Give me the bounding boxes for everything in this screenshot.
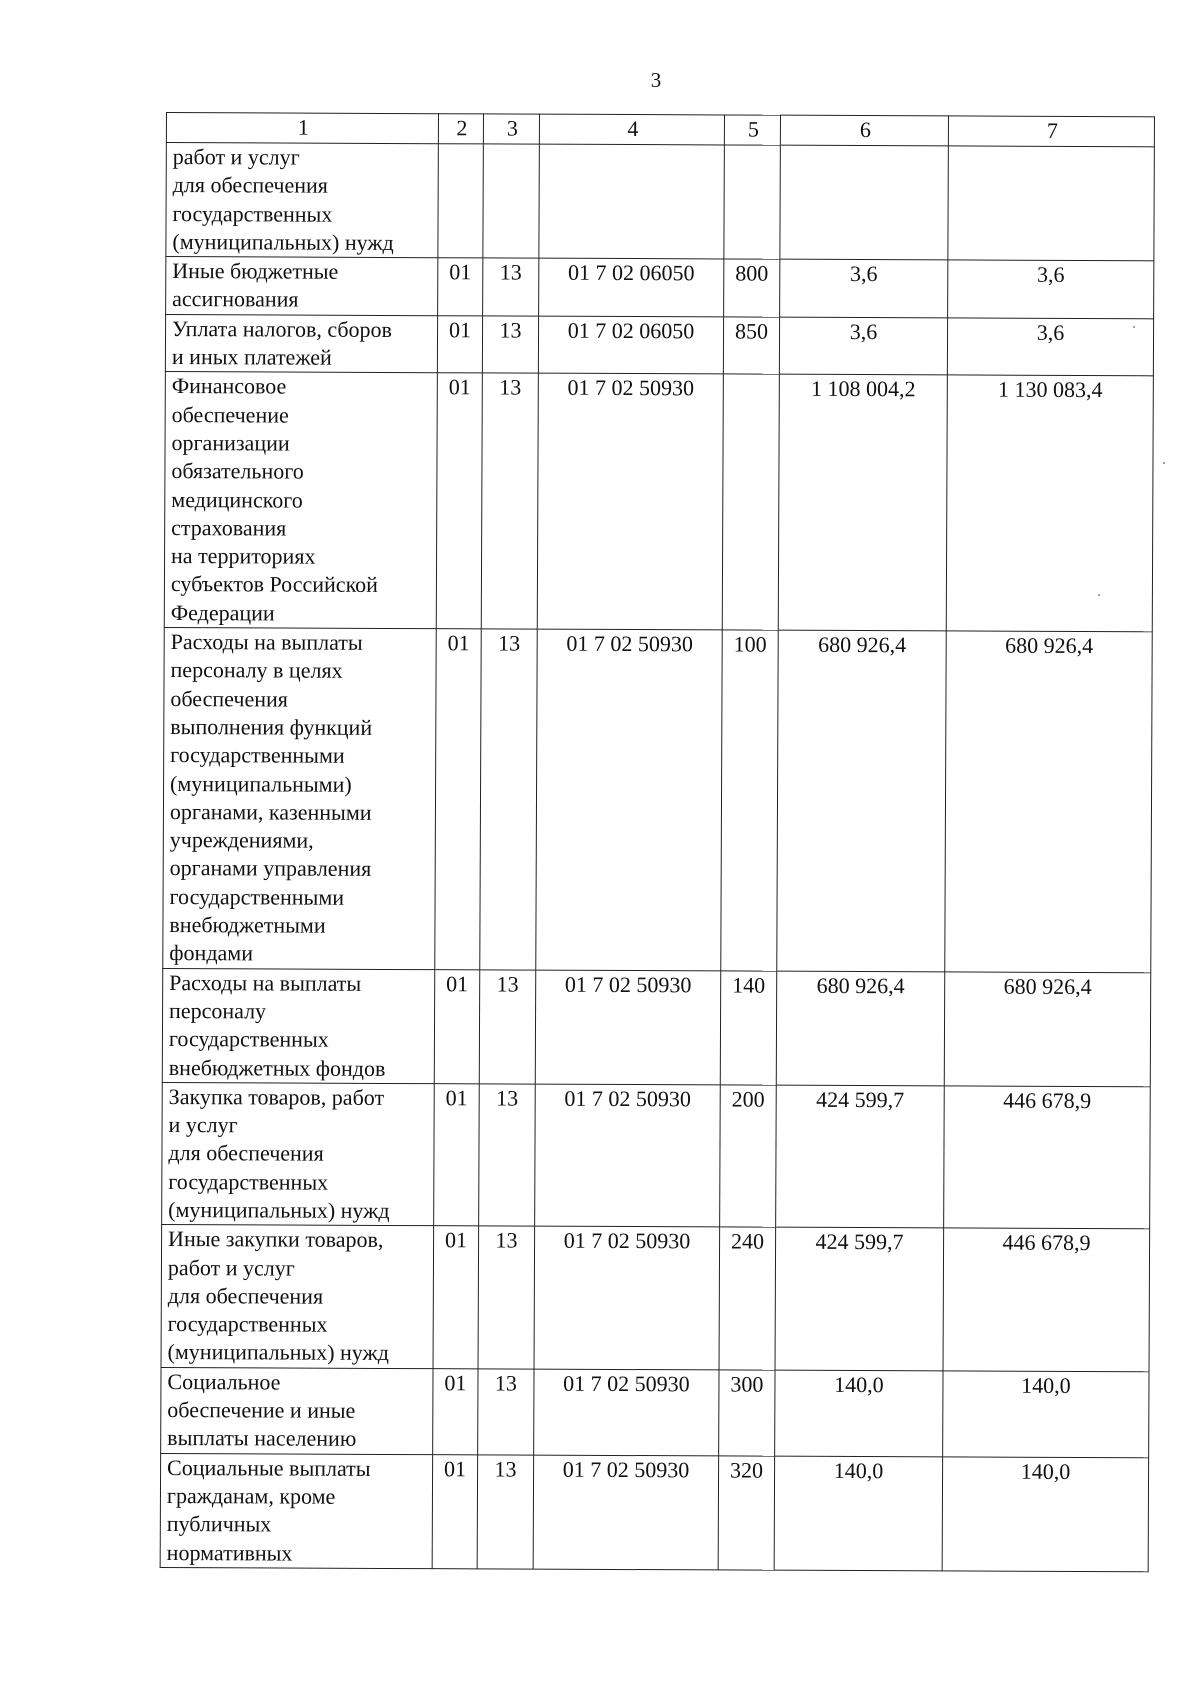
row-name-line: организации [171,429,290,456]
row-name-line: Социальные выплаты [167,1454,371,1481]
target-article-cell: 01 7 02 06050 [539,258,724,316]
expense-type-cell: 100 [721,630,778,971]
expense-type-cell: 320 [718,1456,774,1570]
row-name-line: Иные закупки товаров, [168,1226,384,1253]
table-row [162,1082,1151,1229]
row-name-line: обеспечения [170,685,288,712]
target-article-cell [539,144,724,259]
row-name-line: государственных [167,1311,328,1337]
row-name-line: Закупка товаров, работ [168,1083,385,1110]
subsection-code-cell: 13 [478,1226,535,1369]
amount-col-6-cell: 140,0 [774,1456,942,1571]
row-name-line: государственных [168,1168,329,1195]
amount-col-7-cell: 680 926,4 [944,972,1150,1087]
row-name-line: Уплата налогов, сборов [172,315,393,342]
amount-col-6-cell: 140,0 [775,1370,943,1457]
row-name-line: фондами [169,940,254,966]
table-row [161,1367,1149,1457]
table-row [162,968,1150,1086]
row-name-line: персоналу [169,997,267,1024]
row-name-line: обеспечение и иные [167,1397,356,1423]
expense-type-cell: 850 [723,317,779,375]
section-code-cell [438,144,483,258]
row-name-line: выполнения функций [170,713,373,740]
amount-col-7-cell: 1 130 083,4 [946,375,1153,632]
table-body [160,143,1154,1572]
row-name-cell [160,1453,432,1568]
amount-col-6-cell: 680 926,4 [777,630,946,971]
target-article-cell: 01 7 02 50930 [535,1084,721,1227]
header-col-4: 4 [539,114,724,145]
row-name-line: (муниципальных) нужд [172,228,394,255]
row-name-line: выплаты населению [167,1425,357,1452]
header-col-3: 3 [483,114,539,144]
target-article-cell: 01 7 02 50930 [536,629,722,970]
scan-speck [1133,326,1135,328]
row-name-cell [166,257,438,316]
row-name-line: работ и услуг [172,144,300,170]
table-row [165,314,1153,376]
page-number: 3 [650,68,662,92]
table-row [160,1453,1148,1571]
row-name-cell [162,968,434,1083]
target-article-cell: 01 7 02 50930 [537,374,723,630]
budget-table-sheet [160,112,1154,1572]
row-name-line: Социальное [167,1368,281,1395]
section-code-cell: 01 [432,1454,477,1568]
expense-type-cell: 140 [720,971,776,1085]
amount-col-6-cell: 3,6 [780,259,948,317]
row-name-line: для обеспечения [172,172,329,199]
amount-col-6-cell [780,145,948,260]
target-article-cell: 01 7 02 50930 [534,1226,720,1369]
row-name-line: государственными [169,883,345,910]
expense-type-cell [722,374,779,630]
row-name-line: органами, казенными [169,798,372,825]
row-name-line: (муниципальных) нужд [167,1339,389,1366]
header-col-7: 7 [948,116,1154,147]
amount-col-7-cell: 3,6 [947,318,1153,376]
amount-col-7-cell: 446 678,9 [944,1086,1151,1229]
row-name-line: (муниципальных) нужд [168,1197,390,1223]
section-code-cell: 01 [435,629,481,970]
section-code-cell: 01 [437,315,482,373]
row-name-line: персоналу в целях [170,657,343,684]
target-article-cell: 01 7 02 50930 [534,1369,719,1456]
scan-speck [1163,462,1165,464]
row-name-line: органами управления [169,855,372,882]
row-name-line: Федерации [170,599,275,626]
expense-type-cell: 300 [719,1370,775,1456]
subsection-code-cell: 13 [483,258,539,316]
table-row [164,372,1153,632]
subsection-code-cell: 13 [478,1369,534,1455]
row-name-line: медицинского [171,486,303,513]
row-name-line: государственных [172,200,333,227]
row-name-cell [166,143,438,258]
header-col-1: 1 [166,113,438,144]
amount-col-6-cell: 680 926,4 [776,971,944,1086]
section-code-cell: 01 [438,258,483,316]
row-name-line: работ и услуг [167,1254,295,1281]
row-name-line: субъектов Российской [170,571,379,598]
expense-type-cell: 800 [724,259,780,317]
scan-speck [1098,594,1100,596]
row-name-line: для обеспечения [168,1140,324,1167]
row-name-line: учреждениями, [169,827,314,853]
expense-type-cell [724,145,780,259]
row-name-line: для обеспечения [167,1282,324,1309]
row-name-line: гражданам, кроме [166,1482,336,1509]
table-row [166,257,1154,319]
row-name-line: обязательного [171,458,304,484]
amount-col-7-cell [948,146,1154,261]
amount-col-7-cell: 446 678,9 [943,1228,1150,1371]
section-code-cell: 01 [434,1083,480,1226]
amount-col-6-cell: 1 108 004,2 [778,375,947,631]
amount-col-7-cell: 680 926,4 [945,631,1152,972]
row-name-line: Финансовое [171,373,287,399]
row-name-line: на территориях [171,543,316,569]
row-name-cell [165,314,437,373]
subsection-code-cell: 13 [477,1455,533,1569]
row-name-cell [161,1225,434,1369]
section-code-cell: 01 [434,969,479,1083]
row-name-cell [164,372,437,629]
amount-col-6-cell: 3,6 [779,317,947,375]
row-name-line: и услуг [168,1112,238,1138]
row-name-line: Расходы на выплаты [170,629,363,655]
row-name-line: (муниципальными) [170,770,352,797]
section-code-cell: 01 [433,1226,479,1369]
subsection-code-cell [483,144,539,258]
subsection-code-cell: 13 [481,373,538,629]
row-name-line: и иных платежей [171,344,332,370]
budget-table [160,112,1155,1572]
row-name-line: Расходы на выплаты [169,969,362,996]
row-name-line: внебюджетными [169,912,326,938]
amount-col-6-cell: 424 599,7 [775,1227,944,1370]
target-article-cell: 01 7 02 50930 [535,970,720,1085]
row-name-line: государственных [168,1026,329,1052]
amount-col-7-cell: 140,0 [942,1457,1148,1572]
row-name-cell [162,1082,435,1226]
section-code-cell: 01 [433,1368,478,1454]
amount-col-7-cell: 3,6 [948,260,1154,318]
row-name-line: Иные бюджетные [172,258,339,284]
row-name-line: обеспечение [171,401,289,428]
table-row [163,628,1152,973]
row-name-line: государственными [170,742,345,769]
row-name-line: ассигнования [172,286,299,313]
subsection-code-cell: 13 [479,1084,536,1227]
section-code-cell: 01 [436,373,482,629]
amount-col-6-cell: 424 599,7 [776,1085,945,1228]
subsection-code-cell: 13 [482,316,538,374]
table-row [161,1225,1150,1372]
subsection-code-cell: 13 [480,629,537,970]
header-row [166,113,1154,147]
row-name-line: нормативных [166,1539,293,1566]
header-col-5: 5 [724,115,780,145]
amount-col-7-cell: 140,0 [943,1371,1149,1458]
row-name-cell [161,1367,433,1454]
expense-type-cell: 200 [720,1085,777,1228]
table-row [166,143,1154,261]
target-article-cell: 01 7 02 50930 [533,1455,718,1570]
expense-type-cell: 240 [719,1227,776,1370]
subsection-code-cell: 13 [479,969,535,1083]
header-col-6: 6 [780,115,948,146]
target-article-cell: 01 7 02 06050 [538,316,723,374]
row-name-line: публичных [166,1511,272,1537]
row-name-line: внебюджетных фондов [168,1054,386,1081]
header-col-2: 2 [438,114,483,144]
row-name-line: страхования [171,514,287,541]
row-name-cell [163,628,436,970]
